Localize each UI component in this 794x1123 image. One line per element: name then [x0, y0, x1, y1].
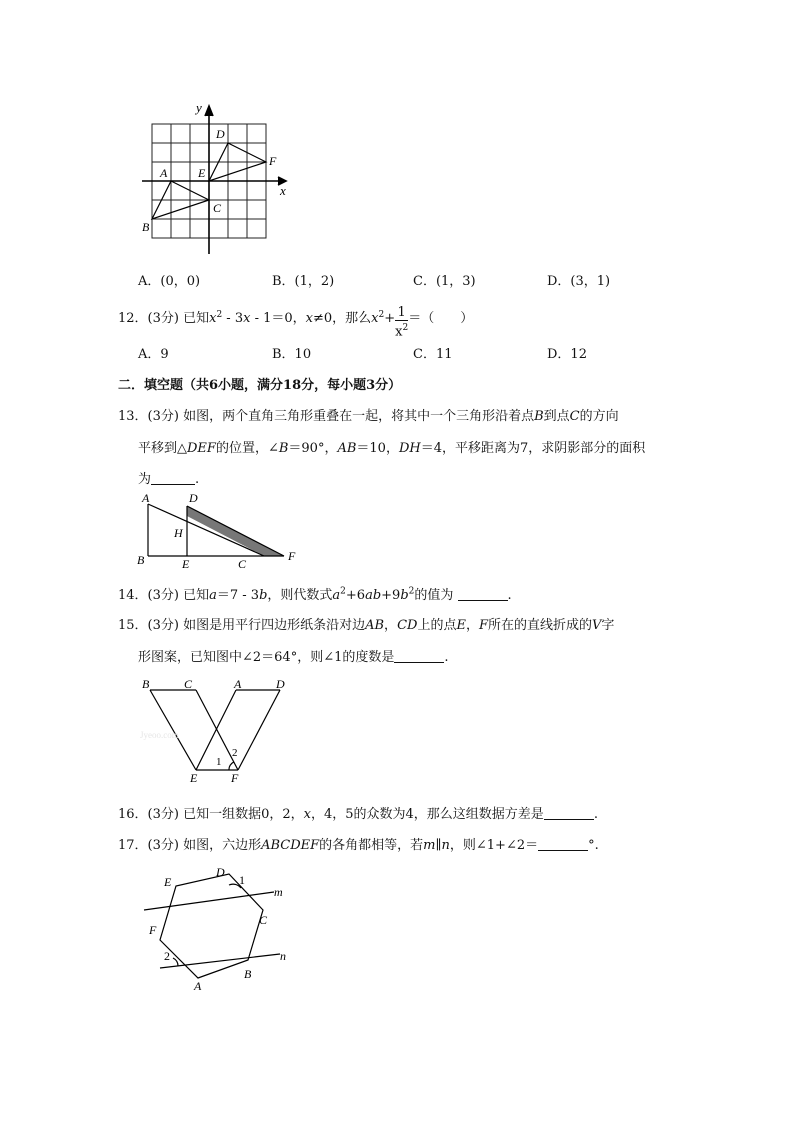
- q15-label-A: A: [234, 677, 242, 691]
- q15-watermark: Jyeoo.com: [140, 730, 179, 740]
- q15-figure: [138, 674, 298, 786]
- q14-question: 14．(3分) 已知a＝7 - 3b，则代数式$a^2+6ab+9b^2$的值为 .: [118, 586, 512, 603]
- q12-option-d: D．12: [547, 347, 587, 362]
- q17-label-A: A: [194, 979, 202, 992]
- q11-label-x: x: [280, 183, 286, 198]
- q15-label-C: C: [184, 677, 193, 691]
- q16-question: 16．(3分) 已知一组数据0，2，x，4，5的众数为4，那么这组数据方差是 .: [118, 807, 598, 822]
- q11-label-A: A: [160, 166, 168, 180]
- q11-option-d: D．(3，1): [547, 274, 611, 289]
- q15-label-2: 2: [232, 747, 238, 759]
- q13-label-F: F: [288, 549, 296, 563]
- q11-grid-figure: [130, 96, 300, 256]
- q17-label-n: n: [280, 949, 286, 963]
- q15-label-F: F: [231, 771, 239, 785]
- q12-question: 12．(3分) 已知$x^2 - 3x - 1=0$，x≠0，那么$x^2+$ $\frac{1}{x^2}$ ＝（ ）: [118, 305, 474, 340]
- q13-label-A: A: [142, 491, 150, 505]
- q11-label-B: B: [142, 220, 150, 234]
- q12-fraction: $\frac{1}{x^2}$: [395, 305, 409, 340]
- q11-label-F: F: [269, 154, 277, 168]
- q15-label-E: E: [190, 771, 198, 785]
- q11-option-c: C．(1，3): [413, 274, 476, 289]
- q13-line3: 为 .: [138, 472, 200, 487]
- q17-label-2: 2: [164, 949, 170, 963]
- q13-line1: 13．(3分) 如图，两个直角三角形重叠在一起，将其中一个三角形沿着点B到点C的方向: [118, 409, 619, 424]
- q13-label-C: C: [238, 557, 247, 570]
- q17-label-E: E: [164, 875, 172, 889]
- q15-label-D: D: [276, 677, 285, 691]
- q13-label-B: B: [137, 553, 145, 567]
- q15-answer-blank[interactable]: [394, 650, 444, 663]
- q17-answer-blank[interactable]: [538, 838, 588, 851]
- q17-figure: [138, 860, 298, 992]
- q13-label-D: D: [189, 491, 198, 505]
- q11-label-E: E: [198, 166, 206, 180]
- q11-option-b: B．(1，2): [272, 274, 335, 289]
- q15-label-1: 1: [216, 756, 222, 768]
- q12-option-c: C．11: [413, 347, 453, 362]
- q17-label-F: F: [149, 923, 157, 937]
- q17-question: 17．(3分) 如图，六边形ABCDEF的各角都相等，若m∥n，则∠1+∠2＝ °.: [118, 838, 599, 853]
- q11-option-a: A．(0，0): [138, 274, 201, 289]
- q15-label-B: B: [142, 677, 150, 691]
- q11-label-C: C: [213, 201, 222, 215]
- q11-label-D: D: [216, 127, 225, 141]
- q14-answer-blank[interactable]: [458, 588, 508, 601]
- section-2-title: 二．填空题（共6小题，满分18分，每小题3分）: [118, 378, 402, 393]
- q12-option-a: A．9: [138, 347, 169, 362]
- q17-label-D: D: [216, 865, 225, 879]
- q13-line2: 平移到△DEF的位置，∠B＝90°，AB＝10，DH＝4，平移距离为7，求阴影部分的面积: [138, 441, 646, 456]
- q13-answer-blank[interactable]: [151, 472, 195, 485]
- q15-line1: 15．(3分) 如图是用平行四边形纸条沿对边AB，CD上的点E，F所在的直线折成的V字: [118, 618, 615, 633]
- q13-label-H: H: [174, 526, 183, 540]
- q17-label-m: m: [274, 885, 283, 899]
- q17-label-1: 1: [239, 873, 245, 887]
- q13-figure: [134, 490, 304, 570]
- q13-label-E: E: [182, 557, 190, 570]
- q16-answer-blank[interactable]: [544, 807, 594, 820]
- q17-label-B: B: [244, 967, 252, 981]
- q12-option-b: B．10: [272, 347, 312, 362]
- q15-line2: 形图案，已知图中∠2＝64°，则∠1的度数是 .: [138, 650, 449, 665]
- q17-label-C: C: [259, 913, 268, 927]
- q11-label-y: y: [196, 100, 202, 115]
